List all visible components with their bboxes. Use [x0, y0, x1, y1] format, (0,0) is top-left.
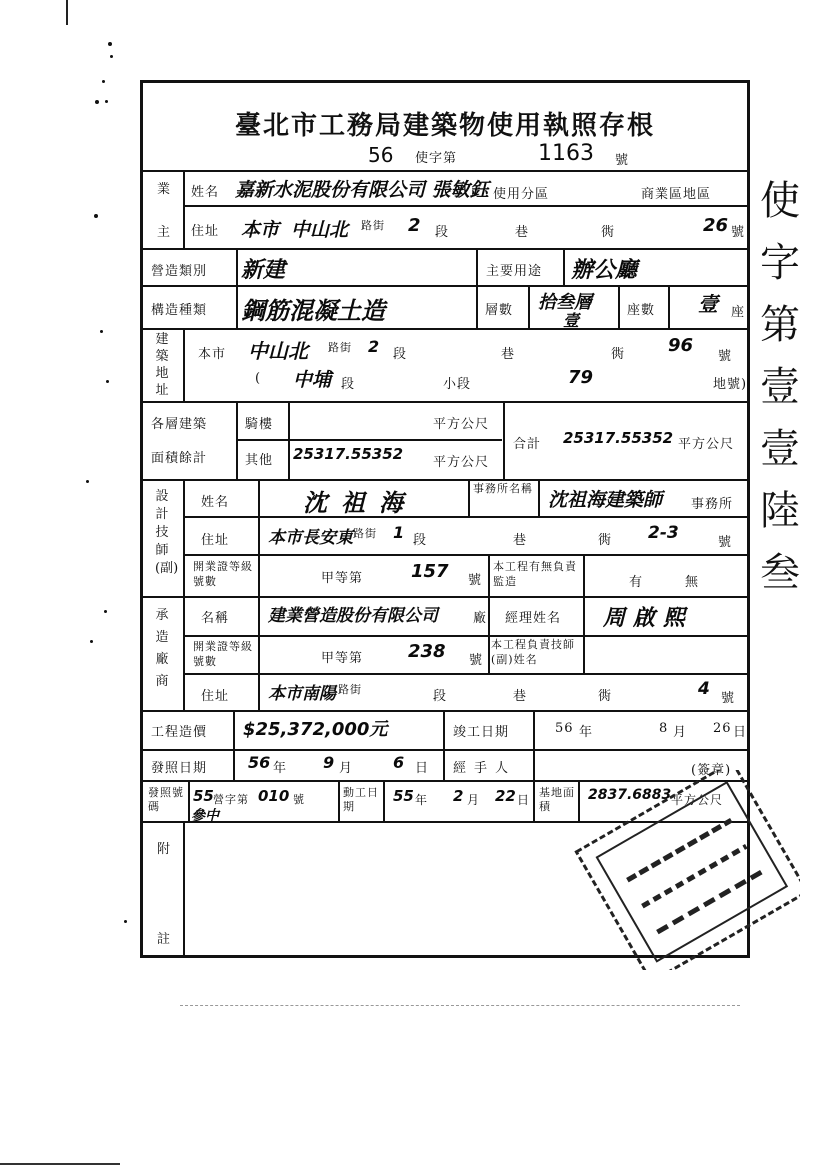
- owner-group-label: 業: [157, 182, 172, 197]
- rule: [468, 479, 470, 516]
- office-suffix: 事務所: [691, 497, 734, 512]
- office-label: 事務所名稱: [473, 482, 533, 495]
- scan-speck: [100, 330, 103, 333]
- rule: [528, 285, 530, 328]
- rule: [238, 439, 502, 441]
- arcade-label: 騎樓: [245, 417, 274, 432]
- contractor-name-label: 名稱: [201, 611, 230, 626]
- contractor-addr-label: 住址: [201, 689, 230, 704]
- permit-extra-note: 參中: [191, 808, 219, 824]
- complete-day-label: 日: [733, 725, 748, 740]
- designer-name-value: 沈祖海: [303, 489, 417, 517]
- site-road-label: 路街: [328, 341, 352, 354]
- license-year: 56: [368, 143, 394, 167]
- building-count-label: 座數: [627, 303, 656, 318]
- other-area-label: 其他: [245, 453, 274, 468]
- designer-section-label: 段: [413, 533, 428, 548]
- site-no-label: 號: [718, 349, 733, 364]
- side-char: 壹: [760, 364, 800, 410]
- land-area-unit: 平方公尺: [671, 793, 724, 807]
- contractor-section-label: 段: [433, 689, 448, 704]
- rule: [183, 205, 747, 207]
- main-use-value: 辦公廳: [571, 258, 638, 283]
- page-title: 臺北市工務局建築物使用執照存根: [234, 111, 655, 141]
- scan-speck: [86, 480, 89, 483]
- license-prefix: 使字第: [415, 151, 458, 166]
- start-year: 55: [393, 787, 414, 805]
- site-road: 中山北: [248, 339, 308, 363]
- rule: [183, 673, 747, 675]
- contractor-license-label: 開業證等級號數: [193, 640, 253, 668]
- structure-label: 構造種類: [151, 303, 208, 318]
- rule: [188, 780, 190, 821]
- cost-label: 工程造價: [151, 725, 208, 740]
- rule: [258, 479, 260, 710]
- owner-addr-label: 住址: [191, 224, 220, 239]
- total-area-unit: 平方公尺: [678, 437, 735, 452]
- start-day: 22: [495, 787, 516, 805]
- license-suffix: 號: [615, 153, 630, 168]
- rule: [538, 479, 540, 516]
- manager-label: 經理姓名: [505, 611, 562, 626]
- scan-line-left: [66, 0, 68, 25]
- side-char: 壹: [760, 426, 800, 472]
- designer-addr-road: 本市長安東: [268, 528, 353, 548]
- scan-speck: [94, 214, 98, 218]
- permit-prefix: 營字第: [213, 793, 249, 806]
- designer-license-label: 開業證等級號數: [193, 560, 253, 588]
- designer-no-label: 號: [718, 535, 733, 550]
- scan-speck: [106, 380, 109, 383]
- remarks-label: 附: [157, 842, 172, 857]
- street-label: 衖: [601, 225, 616, 240]
- rule: [443, 749, 445, 780]
- rule: [183, 479, 185, 710]
- rule: [476, 248, 478, 328]
- side-char: 字: [760, 240, 800, 286]
- site-lot-section-label: 段: [341, 377, 356, 392]
- side-bleed-text: [760, 170, 820, 604]
- scan-speck: [102, 80, 105, 83]
- scan-speck: [110, 55, 113, 58]
- owner-addr-section: 2: [408, 215, 421, 236]
- issue-year-label: 年: [273, 761, 288, 776]
- rule: [383, 780, 385, 821]
- rule: [236, 248, 238, 328]
- designer-license-no: 157: [411, 561, 449, 582]
- rule: [183, 516, 747, 518]
- scan-line-bottom: [0, 1163, 120, 1165]
- contractor-name-suffix: 廠: [473, 611, 488, 626]
- rule: [143, 285, 747, 287]
- complete-day: 26: [713, 721, 732, 736]
- designer-license-grade: 甲等第: [321, 571, 364, 586]
- office-value: 沈祖海建築師: [548, 489, 663, 511]
- rule: [443, 710, 445, 749]
- rule: [183, 821, 185, 958]
- use-zone-label: 使用分區: [493, 187, 550, 202]
- scan-speck: [108, 42, 112, 46]
- site-section-label: 段: [393, 347, 408, 362]
- designer-license-no-label: 號: [468, 573, 483, 588]
- contractor-name-value: 建業營造股份有限公司: [268, 606, 438, 626]
- remarks-label: 註: [157, 932, 172, 947]
- designer-addr-no: 2-3: [648, 523, 679, 543]
- other-area-unit: 平方公尺: [433, 455, 490, 470]
- issue-date-label: 發照日期: [151, 761, 208, 776]
- land-area-value: 2837.6883: [588, 787, 672, 803]
- owner-addr-city: 本市: [241, 219, 280, 241]
- floors-label: 層數: [485, 303, 514, 318]
- complete-year-label: 年: [579, 725, 594, 740]
- rule: [533, 710, 535, 749]
- contractor-addr-no: 4: [698, 679, 710, 699]
- scan-speck: [104, 610, 107, 613]
- supervise-no: 無: [685, 575, 700, 590]
- no-label: 號: [731, 225, 746, 240]
- designer-section: 1: [393, 523, 405, 542]
- issue-month-label: 月: [339, 761, 354, 776]
- rule: [533, 749, 535, 780]
- site-street-label: 衖: [611, 347, 626, 362]
- section-label: 段: [435, 225, 450, 240]
- main-use-label: 主要用途: [486, 264, 543, 279]
- land-area-label: 基地面積: [539, 786, 575, 813]
- official-seal-stamp: [570, 770, 800, 970]
- complete-label: 竣工日期: [453, 725, 510, 740]
- designer-name-label: 姓名: [201, 495, 230, 510]
- other-area-value: 25317.55352: [293, 445, 404, 463]
- side-char: 陸: [760, 488, 800, 534]
- rule: [583, 596, 585, 673]
- cost-value: $25,372,000元: [243, 719, 388, 740]
- scan-line-lower: [180, 1005, 740, 1007]
- arcade-unit: 平方公尺: [433, 417, 490, 432]
- road-label: 路街: [361, 219, 385, 232]
- rule: [183, 170, 185, 248]
- rule: [668, 285, 670, 328]
- rule: [143, 596, 747, 598]
- designer-addr-label: 住址: [201, 533, 230, 548]
- permit-label: 發照號碼: [148, 786, 184, 813]
- use-zone-value: 商業區地區: [641, 187, 712, 202]
- rule: [288, 401, 290, 479]
- owner-name-value: 嘉新水泥股份有限公司 張敏鈺: [235, 179, 489, 201]
- contractor-license-no-label: 號: [469, 653, 484, 668]
- rule: [143, 328, 747, 330]
- start-month-label: 月: [467, 793, 481, 807]
- area-group-label: 各層建築: [151, 417, 208, 432]
- construction-type-label: 營造類別: [151, 264, 208, 279]
- side-char: 第: [760, 302, 800, 348]
- rule: [183, 328, 185, 401]
- site-section: 2: [368, 337, 380, 356]
- site-lane-label: 巷: [501, 347, 516, 362]
- site-lot-subsection-label: 小段: [443, 377, 472, 392]
- handler-label: 經手人: [453, 761, 517, 776]
- seal-label: (簽章): [691, 763, 732, 778]
- tech-label: 本工程負責技師(副)姓名: [491, 638, 575, 666]
- contractor-license-no: 238: [408, 641, 446, 662]
- permit-number: 010: [258, 787, 290, 805]
- site-lot-no: 79: [568, 367, 594, 388]
- start-date-label: 動工日期: [343, 786, 379, 813]
- supervise-label: 本工程有無負責監造: [493, 560, 577, 588]
- area-group-label: 面積餘計: [151, 451, 208, 466]
- site-city-label: 本市: [198, 347, 227, 362]
- total-area-label: 合計: [513, 437, 542, 452]
- issue-year: 56: [248, 753, 271, 772]
- contractor-street-label: 衖: [598, 689, 613, 704]
- scan-speck: [124, 920, 127, 923]
- owner-addr-road: 中山北: [291, 219, 349, 241]
- designer-lane-label: 巷: [513, 533, 528, 548]
- site-no: 96: [668, 335, 694, 356]
- designer-road-label: 路街: [353, 527, 377, 540]
- start-year-label: 年: [415, 793, 429, 807]
- owner-addr-no: 26: [703, 215, 729, 236]
- rule: [488, 554, 490, 596]
- rule: [233, 749, 235, 780]
- rule: [583, 554, 585, 596]
- floors-value: 拾叁層: [538, 292, 592, 313]
- contractor-lane-label: 巷: [513, 689, 528, 704]
- site-group-label: 建築地址: [155, 332, 169, 398]
- manager-value: 周啟熙: [603, 606, 694, 631]
- license-number: 1163: [538, 141, 594, 166]
- complete-year: 56: [555, 721, 574, 736]
- contractor-addr-road: 本市南陽: [268, 684, 336, 704]
- rule: [236, 401, 238, 479]
- rule: [183, 554, 747, 556]
- scan-speck: [95, 100, 99, 104]
- owner-group-label: 主: [157, 225, 172, 240]
- rule: [183, 635, 747, 637]
- floors-sub: 壹: [563, 311, 580, 330]
- supervise-yes: 有: [629, 575, 644, 590]
- complete-month-label: 月: [673, 725, 688, 740]
- issue-day-label: 日: [415, 761, 430, 776]
- rule: [338, 780, 340, 821]
- site-lot-label: 地號): [713, 377, 748, 392]
- issue-month: 9: [323, 753, 335, 772]
- building-count-unit: 座: [731, 305, 746, 320]
- scan-speck: [105, 100, 108, 103]
- construction-type-value: 新建: [241, 258, 286, 283]
- total-area-value: 25317.55352: [563, 429, 674, 447]
- contractor-no-label: 號: [721, 691, 736, 706]
- rule: [143, 401, 747, 403]
- building-count-value: 壹: [698, 292, 718, 316]
- owner-name-label: 姓名: [191, 185, 220, 200]
- structure-value: 鋼筋混凝土造: [241, 297, 385, 325]
- side-char: 使: [760, 178, 800, 224]
- side-char: 叁: [760, 550, 800, 596]
- rule: [563, 248, 565, 285]
- permit-year: 55: [193, 787, 214, 805]
- issue-day: 6: [393, 753, 405, 772]
- rule: [533, 780, 535, 821]
- scan-speck: [90, 640, 93, 643]
- lane-label: 巷: [515, 225, 530, 240]
- start-day-label: 日: [517, 793, 531, 807]
- rule: [143, 248, 747, 250]
- contractor-group-label: 承造廠商: [155, 608, 169, 689]
- rule: [233, 710, 235, 749]
- designer-group-label: 設計技師(副): [155, 489, 179, 576]
- permit-suffix: 號: [293, 793, 305, 806]
- site-lot-open: (: [255, 371, 262, 386]
- contractor-license-grade: 甲等第: [321, 651, 364, 666]
- contractor-road-label: 路街: [338, 683, 362, 696]
- rule: [503, 401, 505, 479]
- start-month: 2: [453, 787, 464, 805]
- rule: [618, 285, 620, 328]
- rule: [488, 596, 490, 673]
- designer-street-label: 衖: [598, 533, 613, 548]
- rule: [143, 170, 747, 172]
- seal-graphic: [570, 770, 800, 970]
- rule: [143, 479, 747, 481]
- complete-month: 8: [659, 721, 669, 736]
- site-lot-district: 中埔: [293, 369, 332, 391]
